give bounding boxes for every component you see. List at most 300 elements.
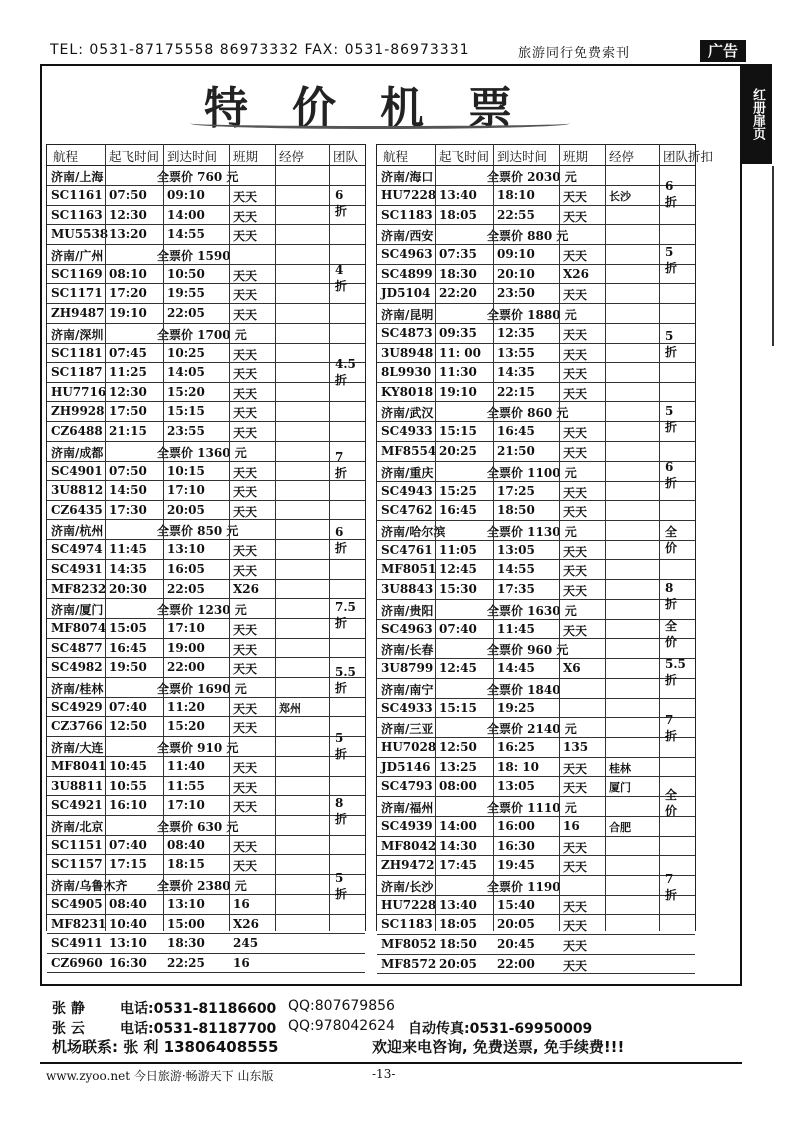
flight-row (47, 481, 365, 501)
route-name: 济南/杭州 (51, 524, 104, 539)
flight-row (47, 186, 365, 206)
flight-row (47, 836, 365, 856)
departure-time: 11:45 (109, 542, 147, 557)
schedule: 天天 (563, 840, 588, 855)
departure-time: 19:50 (109, 660, 147, 675)
route-group-header (377, 797, 695, 817)
schedule: 天天 (563, 564, 588, 579)
group-discount: 6 折 (335, 188, 348, 219)
flight-number: SC1187 (51, 365, 103, 380)
flight-row (377, 186, 695, 206)
full-fare: 全票价 2140 元 (487, 722, 577, 737)
flight-row (47, 206, 365, 226)
arrival-time: 11:40 (167, 759, 205, 774)
arrival-time: 10:15 (167, 463, 205, 478)
arrival-time: 13:10 (167, 897, 205, 912)
flight-number: SC4943 (381, 483, 433, 498)
arrival-time: 23:55 (167, 423, 205, 438)
contact-tel-2: 电话:0531-81187700 (120, 1021, 277, 1037)
flight-row (377, 935, 695, 955)
flight-number: SC4933 (381, 700, 433, 715)
route-group-header (377, 304, 695, 324)
route-name: 济南/长春 (381, 643, 434, 658)
arrival-time: 13:10 (167, 542, 205, 557)
arrival-time: 15:40 (497, 897, 535, 912)
flight-number: SC4793 (381, 779, 433, 794)
flight-number: MF8232 (51, 581, 107, 596)
flight-row (47, 422, 365, 442)
flight-number: CZ6960 (51, 955, 103, 970)
route-group-header (47, 442, 365, 462)
departure-time: 17:45 (439, 858, 477, 873)
route-group-header (47, 599, 365, 619)
arrival-time: 15:20 (167, 719, 205, 734)
flight-row (377, 482, 695, 502)
departure-time: 07:40 (109, 837, 147, 852)
arrival-time: 20:05 (497, 917, 535, 932)
contact-name-1: 张 静 (52, 1001, 85, 1017)
route-group-header (377, 679, 695, 699)
flight-number: 3U8948 (381, 345, 434, 360)
flight-number: 3U8843 (381, 581, 434, 596)
arrival-time: 09:10 (167, 188, 205, 202)
flight-row (47, 757, 365, 777)
flight-number: HU7228 (381, 188, 437, 202)
departure-time: 08:00 (439, 779, 477, 794)
flight-row (47, 717, 365, 737)
schedule: 天天 (563, 209, 588, 224)
route-name: 济南/三亚 (381, 722, 434, 737)
departure-time: 15:30 (439, 581, 477, 596)
departure-time: 10:55 (109, 778, 147, 793)
flight-row (377, 896, 695, 916)
column-divider (493, 144, 494, 931)
title-underline (190, 118, 570, 129)
group-discount: 4 折 (335, 263, 348, 294)
departure-time: 07:35 (439, 247, 477, 262)
group-discount: 6 折 (335, 524, 348, 555)
route-name: 济南/乌鲁木齐 (51, 879, 128, 894)
group-discount: 5 折 (665, 244, 678, 275)
flight-row (377, 915, 695, 935)
right-fare-table (376, 144, 714, 973)
departure-time: 09:35 (439, 325, 477, 340)
departure-time: 07:50 (109, 188, 147, 202)
arrival-time: 12:35 (497, 325, 535, 340)
departure-time: 10:45 (109, 759, 147, 774)
flight-row (377, 699, 695, 719)
flight-row (377, 383, 695, 403)
flight-number: SC4762 (381, 503, 433, 518)
route-name: 济南/大连 (51, 741, 104, 756)
route-name: 济南/深圳 (51, 327, 104, 342)
flight-row (377, 442, 695, 462)
flight-row (377, 560, 695, 580)
schedule: 天天 (233, 761, 258, 776)
tagline: 旅游同行免费索刊 (518, 46, 631, 61)
full-fare: 全票价 1190 (487, 879, 561, 894)
schedule: 16 (563, 819, 580, 834)
schedule: 天天 (233, 623, 258, 638)
flight-row (377, 501, 695, 521)
group-discount: 8 折 (665, 581, 678, 612)
arrival-time: 15:15 (167, 404, 205, 419)
full-fare: 全票价 1110 元 (487, 801, 577, 816)
schedule: 16 (233, 955, 250, 970)
arrival-time: 17:35 (497, 581, 535, 596)
group-discount: 5 折 (665, 328, 678, 359)
flight-number: CZ6435 (51, 502, 103, 517)
flight-row (47, 383, 365, 403)
schedule: 天天 (233, 288, 258, 303)
departure-time: 12:50 (439, 740, 477, 755)
arrival-time: 19:25 (497, 700, 535, 715)
arrival-time: 18: 10 (497, 759, 540, 774)
flight-number: ZH9472 (381, 858, 435, 873)
schedule: 天天 (233, 190, 258, 204)
arrival-time: 16:45 (497, 424, 535, 439)
column-header: 班期 (563, 149, 589, 164)
route-group-header (47, 816, 365, 836)
route-group-header (47, 324, 365, 344)
flight-row (377, 758, 695, 778)
contact-line: TEL: 0531-87175558 86973332 FAX: 0531-86973331 (50, 42, 470, 58)
flight-number: SC4982 (51, 660, 103, 675)
route-name: 济南/西安 (381, 229, 434, 244)
route-group-header (377, 225, 695, 245)
contact-fax: 自动传真:0531-69950009 (408, 1021, 593, 1037)
flight-number: SC4939 (381, 819, 433, 834)
departure-time: 07:40 (109, 699, 147, 714)
contact-qq-1: QQ:807679856 (288, 998, 395, 1014)
departure-time: 13:40 (439, 897, 477, 912)
schedule: 天天 (233, 406, 258, 421)
group-discount: 7.5 折 (335, 599, 356, 630)
arrival-time: 15:00 (167, 916, 205, 931)
arrival-time: 19:55 (167, 286, 205, 301)
route-name: 济南/哈尔滨 (381, 524, 446, 539)
group-discount: 全 价 (665, 787, 678, 818)
schedule: 天天 (563, 761, 588, 776)
arrival-time: 11:55 (167, 778, 205, 793)
full-fare: 全票价 960 元 (487, 643, 569, 658)
flight-number: SC4901 (51, 463, 103, 478)
schedule: 天天 (233, 780, 258, 795)
flight-row (377, 344, 695, 364)
group-discount: 5 折 (335, 870, 348, 901)
departure-time: 10:40 (109, 916, 147, 931)
arrival-time: 14:05 (167, 365, 205, 380)
column-divider (229, 144, 230, 931)
schedule: 天天 (563, 327, 588, 342)
stopover: 桂林 (609, 761, 631, 775)
route-group-header (377, 876, 695, 896)
schedule: 天天 (563, 860, 588, 875)
flight-row (47, 580, 365, 600)
departure-time: 07:45 (109, 345, 147, 360)
route-group-header (47, 737, 365, 757)
flight-number: SC4933 (381, 424, 433, 439)
route-name: 济南/海口 (381, 170, 434, 184)
route-name: 济南/上海 (51, 170, 104, 184)
arrival-time: 20:45 (497, 937, 535, 952)
flight-number: SC1157 (51, 857, 103, 872)
column-header: 经停 (279, 149, 305, 164)
departure-time: 12:45 (439, 562, 477, 577)
route-group-header (377, 718, 695, 738)
flight-row (47, 934, 365, 954)
group-discount: 8 折 (335, 796, 348, 827)
flight-number: SC1181 (51, 345, 103, 360)
schedule: 天天 (233, 544, 258, 559)
flight-number: SC4963 (381, 247, 433, 262)
schedule: 16 (233, 897, 250, 912)
departure-time: 15:05 (109, 621, 147, 636)
full-fare: 全票价 2030 元 (487, 170, 577, 184)
flight-number: SC4899 (381, 266, 433, 281)
departure-time: 11: 00 (439, 345, 482, 360)
departure-time: 07:40 (439, 621, 477, 636)
flight-number: MF8554 (381, 443, 437, 458)
departure-time: 13:25 (439, 759, 477, 774)
arrival-time: 14:45 (497, 661, 535, 676)
flight-number: 8L9930 (381, 365, 432, 380)
arrival-time: 18:50 (497, 503, 535, 518)
arrival-time: 22:25 (167, 955, 205, 970)
departure-time: 12:50 (109, 719, 147, 734)
schedule: 天天 (233, 800, 258, 815)
schedule: 天天 (563, 485, 588, 500)
route-name: 济南/桂林 (51, 681, 104, 696)
arrival-time: 13:05 (497, 779, 535, 794)
column-header: 到达时间 (497, 149, 548, 164)
route-name: 济南/福州 (381, 801, 434, 816)
ad-tag: 广告 (700, 40, 746, 62)
departure-time: 15:25 (439, 483, 477, 498)
flight-row (377, 284, 695, 304)
arrival-time: 16:30 (497, 838, 535, 853)
schedule: 245 (233, 936, 259, 951)
flight-number: SC4905 (51, 897, 103, 912)
column-divider (105, 144, 106, 931)
flight-row (47, 225, 365, 245)
schedule: 天天 (233, 209, 258, 224)
flight-number: KY8018 (381, 384, 434, 399)
schedule: 天天 (233, 465, 258, 480)
flight-row (377, 738, 695, 758)
route-group-header (377, 639, 695, 659)
flight-row (47, 560, 365, 580)
departure-time: 11:25 (109, 365, 147, 380)
flight-row (47, 462, 365, 482)
stopover: 厦门 (609, 781, 631, 795)
flight-row (377, 856, 695, 876)
departure-time: 19:10 (109, 305, 147, 320)
schedule: 天天 (563, 190, 588, 204)
full-fare: 全票价 910 元 (157, 741, 239, 756)
arrival-time: 16:05 (167, 561, 205, 576)
flight-number: MU5538 (51, 227, 109, 242)
slogan: 欢迎来电咨询, 免费送票, 免手续费!!! (372, 1038, 625, 1056)
stopover: 长沙 (609, 190, 631, 203)
flight-row (47, 540, 365, 560)
departure-time: 12:45 (439, 661, 477, 676)
flight-number: SC4931 (51, 561, 103, 576)
departure-time: 11:30 (439, 365, 477, 380)
full-fare: 全票价 1840 (487, 682, 561, 697)
departure-time: 14:30 (439, 838, 477, 853)
departure-time: 16:10 (109, 798, 147, 813)
route-group-header (377, 521, 695, 541)
schedule: 天天 (563, 347, 588, 362)
full-fare: 全票价 1700 元 (157, 327, 247, 342)
schedule: 天天 (233, 721, 258, 736)
side-edge (742, 166, 774, 346)
flight-row (377, 541, 695, 561)
route-name: 济南/贵阳 (381, 603, 434, 618)
contact-tel-1: 电话:0531-81186600 (120, 1001, 277, 1017)
arrival-time: 21:50 (497, 443, 535, 458)
group-discount: 全 价 (665, 525, 678, 556)
departure-time: 13:40 (439, 188, 477, 202)
schedule: 天天 (233, 347, 258, 362)
group-discount: 5 折 (335, 730, 348, 761)
route-group-header (377, 462, 695, 482)
arrival-time: 22:00 (167, 660, 205, 675)
column-header: 班期 (233, 149, 259, 164)
flight-number: MF8572 (381, 956, 437, 971)
arrival-time: 18:30 (167, 936, 205, 951)
schedule: X26 (233, 581, 260, 596)
flight-number: SC1183 (381, 207, 433, 222)
top-contact-bar (40, 42, 730, 62)
flight-row (47, 501, 365, 521)
flight-row (47, 698, 365, 718)
departure-time: 17:20 (109, 286, 147, 301)
schedule: X26 (563, 266, 590, 281)
departure-time: 20:30 (109, 581, 147, 596)
arrival-time: 14:55 (497, 562, 535, 577)
full-fare: 全票价 1880 元 (487, 307, 577, 322)
arrival-time: 17:10 (167, 621, 205, 636)
route-group-header (377, 402, 695, 422)
flight-row (377, 777, 695, 797)
contact-qq-2: QQ:978042624 (288, 1018, 395, 1034)
schedule: 天天 (563, 367, 588, 382)
schedule: 天天 (563, 899, 588, 914)
full-fare: 全票价 860 元 (487, 406, 569, 421)
flight-row (377, 620, 695, 640)
departure-time: 17:15 (109, 857, 147, 872)
departure-time: 15:15 (439, 700, 477, 715)
flight-row (377, 265, 695, 285)
schedule: 天天 (563, 505, 588, 520)
flight-row (47, 915, 365, 935)
flight-row (47, 639, 365, 659)
flight-number: SC4974 (51, 542, 103, 557)
flight-number: ZH9928 (51, 404, 105, 419)
schedule: 天天 (563, 958, 588, 973)
arrival-time: 19:00 (167, 640, 205, 655)
departure-time: 21:15 (109, 423, 147, 438)
departure-time: 18:05 (439, 207, 477, 222)
route-name: 济南/重庆 (381, 465, 434, 480)
departure-time: 16:30 (109, 955, 147, 970)
flight-number: MF8041 (51, 759, 107, 774)
arrival-time: 14:55 (167, 227, 205, 242)
flight-number: SC4873 (381, 325, 433, 340)
route-name: 济南/南宁 (381, 682, 434, 697)
flight-row (47, 658, 365, 678)
flight-row (377, 422, 695, 442)
flight-number: ZH9487 (51, 305, 105, 320)
schedule: 天天 (563, 249, 588, 264)
column-header: 航程 (383, 149, 409, 164)
schedule: 天天 (563, 386, 588, 401)
departure-time: 22:20 (439, 286, 477, 301)
flight-row (47, 796, 365, 816)
schedule: 天天 (233, 386, 258, 401)
departure-time: 18:50 (439, 937, 477, 952)
departure-time: 17:30 (109, 502, 147, 517)
contact-name-2: 张 云 (52, 1021, 85, 1037)
full-fare: 全票价 850 元 (157, 524, 239, 539)
flight-number: SC4911 (51, 936, 103, 951)
full-fare: 全票价 1130 元 (487, 524, 577, 539)
flight-row (47, 777, 365, 797)
route-group-header (47, 520, 365, 540)
arrival-time: 08:40 (167, 837, 205, 852)
schedule: 天天 (563, 426, 588, 441)
flight-row (47, 402, 365, 422)
page-bottom (40, 1062, 742, 1084)
departure-time: 07:50 (109, 463, 147, 478)
schedule: 天天 (233, 662, 258, 677)
flight-number: 3U8812 (51, 483, 104, 498)
flight-number: JD5104 (381, 286, 431, 301)
column-divider (163, 144, 164, 931)
schedule: X6 (563, 661, 581, 676)
arrival-time: 22:15 (497, 384, 535, 399)
schedule: 天天 (563, 781, 588, 796)
route-name: 济南/昆明 (381, 307, 434, 322)
column-divider (435, 144, 436, 931)
full-fare: 全票价 630 元 (157, 819, 239, 834)
table-header (47, 144, 365, 166)
flight-number: SC1151 (51, 837, 103, 852)
schedule: 天天 (563, 583, 588, 598)
airport-contact: 机场联系: 张 利 13806408555 (52, 1038, 279, 1056)
flight-number: SC1169 (51, 266, 103, 281)
flight-row (377, 955, 695, 975)
route-group-header (47, 166, 365, 186)
departure-time: 16:45 (109, 640, 147, 655)
table-header (377, 144, 714, 166)
page-number: -13- (372, 1067, 396, 1081)
column-header: 航程 (53, 149, 79, 164)
column-divider (275, 144, 276, 931)
departure-time: 13:10 (109, 936, 147, 951)
schedule: 天天 (233, 642, 258, 657)
flight-row (47, 895, 365, 915)
route-group-header (47, 678, 365, 698)
flight-number: HU7716 (51, 384, 107, 399)
schedule: 135 (563, 740, 589, 755)
route-name: 济南/武汉 (381, 406, 434, 421)
flight-number: 3U8811 (51, 778, 104, 793)
flight-row (377, 817, 695, 837)
schedule: 天天 (563, 623, 588, 638)
